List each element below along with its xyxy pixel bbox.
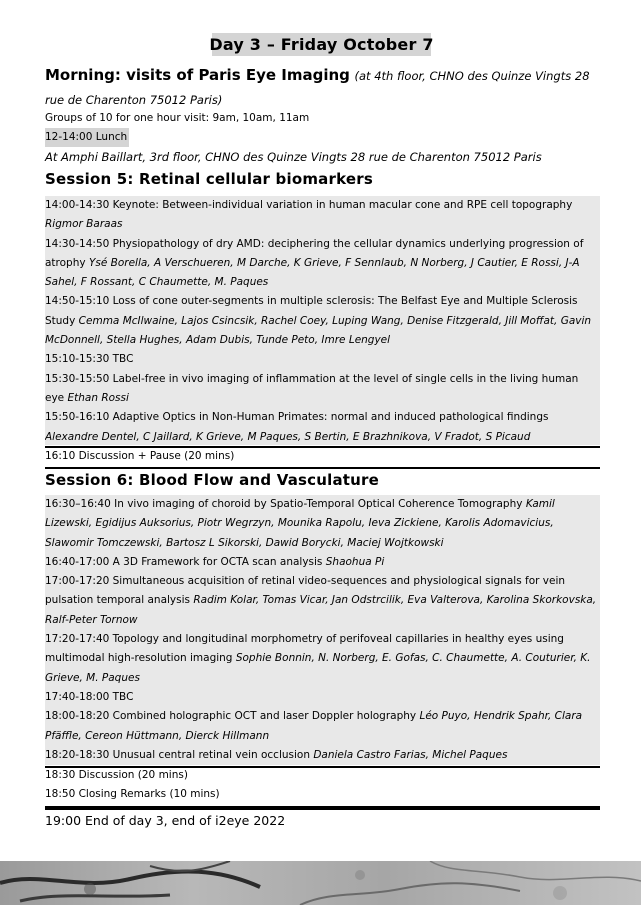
talk-title: 18:20-18:30 Unusual central retinal vein occlusion	[45, 748, 310, 761]
talk-title: 16:30–16:40 In vivo imaging of choroid by Spatio-Temporal Optical Coherence Tomography	[45, 498, 523, 510]
talk-authors: Ysé Borella, A Verschueren, M Darche, K Grieve, F Sennlaub, N Norberg, J Cautier, E Rossi, J-A Sahel, F Rossant, C Chaumette, M. Paques	[45, 256, 580, 289]
talk-title: 15:50-16:10 Adaptive Optics in Non-Human Primates: normal and induced pathological findings	[45, 411, 549, 424]
session6-title: Session 6: Blood Flow and Vasculature	[45, 471, 380, 489]
lunch-line	[45, 128, 600, 147]
divider	[45, 446, 600, 448]
day-title: Day 3 – Friday October 7	[209, 35, 434, 54]
talk-authors: Daniela Castro Farias, Michel Paques	[313, 748, 508, 761]
session5-title: Session 5: Retinal cellular biomarkers	[45, 170, 373, 188]
talk	[45, 292, 600, 350]
talk	[45, 553, 600, 572]
groups-line: Groups of 10 for one hour visit: 9am, 10am, 11am	[45, 112, 310, 124]
talk	[45, 370, 600, 409]
talk	[45, 196, 600, 235]
session5-talks	[45, 196, 600, 445]
talk-title: 17:40-18:00 TBC	[45, 690, 134, 703]
talk-title: 16:40-17:00 A 3D Framework for OCTA scan analysis	[45, 555, 323, 568]
talk-title: 14:30-14:50 Physiopathology of dry AMD: deciphering the cellular dynamics underlying progression of atrophy	[45, 237, 584, 269]
retina-image-strip	[0, 861, 641, 905]
talk	[45, 495, 600, 553]
talk	[45, 235, 600, 293]
divider-thick	[45, 806, 600, 810]
talk-title: 14:50-15:10 Loss of cone outer-segments in multiple sclerosis: The Belfast Eye and Multiple Sclerosis Study	[45, 295, 578, 327]
talk	[45, 350, 600, 369]
talk	[45, 572, 600, 630]
session5-discussion: 16:10 Discussion + Pause (20 mins)	[45, 450, 235, 462]
session6-discussion: 18:30 Discussion (20 mins)	[45, 769, 188, 781]
talk-authors: Sophie Bonnin, N. Norberg, E. Gofas, C. Chaumette, A. Couturier, K. Grieve, M. Paques	[45, 652, 591, 684]
session6-talks	[45, 495, 600, 765]
talk-authors: Alexandre Dentel, C Jaillard, K Grieve, M Paques, S Bertin, E Brazhnikova, V Fradot, S Picaud	[45, 430, 531, 443]
closing-remarks: 18:50 Closing Remarks (10 mins)	[45, 788, 220, 800]
morning-heading-block	[45, 63, 600, 112]
divider	[45, 467, 600, 469]
morning-location: (at 4th floor, CHNO des Quinze Vingts 28 rue de Charenton 75012 Paris)	[45, 69, 590, 107]
talk	[45, 408, 600, 445]
talk-authors: Ethan Rossi	[67, 391, 129, 404]
talk-authors: Rigmor Baraas	[45, 218, 123, 231]
talk-title: 17:20-17:40 Topology and longitudinal morphometry of perifoveal capillaries in healthy eyes using multimodal high-resolution imaging	[45, 633, 564, 665]
end-of-day: 19:00 End of day 3, end of i2eye 2022	[45, 813, 286, 828]
talk-authors: Radim Kolar, Tomas Vicar, Jan Odstrcilik, Eva Valterova, Karolina Skorkovska, Ralf-Peter Tornow	[45, 594, 597, 626]
talk-authors: Kamil Lizewski, Egidijus Auksorius, Piotr Wegrzyn, Mounika Rapolu, Ieva Zickiene, Karolis Adomavicius, Slawomir Tomczewski, Bartosz L Sikorski, Dawid Borycki, Maciej Wojtkowski	[45, 498, 555, 549]
talk-title: 15:30-15:50 Label-free in vivo imaging of inflammation at the level of single cells in the living human eye	[45, 372, 579, 404]
divider	[45, 766, 600, 768]
retina-texture	[0, 861, 641, 905]
talk-authors: Cemma McIlwaine, Lajos Csincsik, Rachel Coey, Luping Wang, Denise Fitzgerald, Jill Moffat, Gavin McDonnell, Stella Hughes, Adam Dubis, Tunde Peto, Imre Lengyel	[45, 314, 592, 347]
talk-authors: Shaohua Pi	[325, 555, 385, 568]
talk-title: 18:00-18:20 Combined holographic OCT and laser Doppler holography	[45, 710, 417, 723]
lunch-text: 12-14:00 Lunch	[45, 128, 129, 147]
talk-authors: Léo Puyo, Hendrik Spahr, Clara Pfäffle, Cereon Hüttmann, Dierck Hillmann	[45, 710, 583, 742]
morning-heading: Morning: visits of Paris Eye Imaging	[45, 66, 350, 84]
talk-title: 15:10-15:30 TBC	[45, 353, 134, 366]
talk-title: 17:00-17:20 Simultaneous acquisition of retinal video-sequences and physiological signals for vein pulsation temporal analysis	[45, 575, 566, 607]
talk	[45, 707, 600, 746]
talk	[45, 746, 600, 765]
talk	[45, 630, 600, 688]
amphi-location: At Amphi Baillart, 3rd floor, CHNO des Quinze Vingts 28 rue de Charenton 75012 Paris	[45, 150, 542, 164]
talk-title: 14:00-14:30 Keynote: Between-individual variation in human macular cone and RPE cell topography	[45, 199, 573, 211]
talk	[45, 688, 600, 707]
